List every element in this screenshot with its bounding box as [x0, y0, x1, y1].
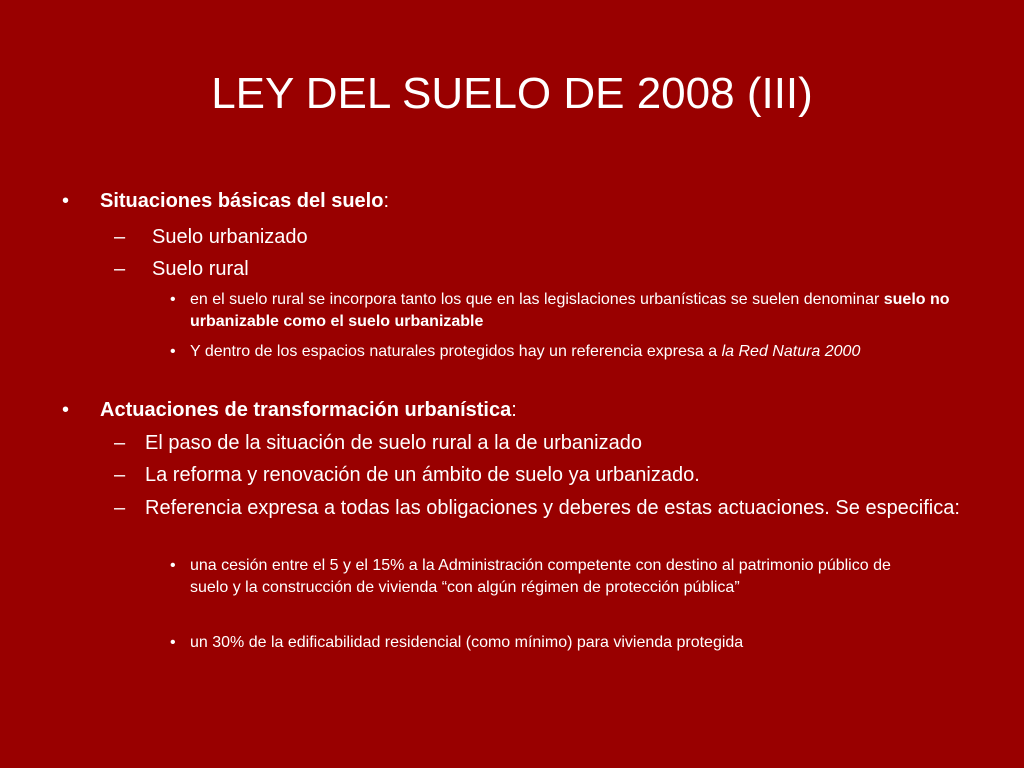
- subsubitem-italic: la Red Natura 2000: [721, 343, 861, 360]
- subitem-text: Suelo rural: [152, 258, 249, 280]
- subitem-text: Suelo urbanizado: [152, 226, 308, 248]
- subsubitem-text: un 30% de la edificabilidad residencial (como mínimo) para vivienda protegida: [190, 634, 744, 651]
- subsubitem-red-natura: [170, 341, 950, 363]
- slide-title: LEY DEL SUELO DE 2008 (III): [211, 69, 813, 118]
- bullet-situaciones-basicas: [62, 188, 960, 214]
- dash-mark: –: [114, 464, 126, 486]
- bullet-heading: Situaciones básicas del suelo: [100, 190, 384, 212]
- subitem-suelo-rural: [114, 256, 1012, 282]
- subitem-paso-situacion: [114, 430, 1005, 456]
- subsubitem-suelo-rural-incorpora: [170, 289, 950, 333]
- bullet-heading: Actuaciones de transformación urbanística: [100, 399, 512, 421]
- subsubitem-cesion: [170, 555, 910, 599]
- subsubitem-edificabilidad: [170, 632, 950, 654]
- dash-mark: –: [114, 258, 126, 280]
- subitem-suelo-urbanizado: [114, 224, 1012, 250]
- subitem-text: La reforma y renovación de un ámbito de suelo ya urbanizado.: [145, 464, 700, 486]
- bullet-heading-suffix: :: [511, 399, 517, 421]
- subsubitem-text: en el suelo rural se incorpora tanto los que en las legislaciones urbanísticas se suelen denominar: [190, 291, 884, 308]
- subsubitem-bold: suelo no urbanizable como el suelo urbanizable: [190, 291, 950, 330]
- subitem-text: Referencia expresa a todas las obligaciones y deberes de estas actuaciones. Se especifica:: [145, 497, 960, 519]
- dash-mark: –: [114, 497, 126, 519]
- subsubitem-text: Y dentro de los espacios naturales protegidos hay un referencia expresa a: [190, 343, 722, 360]
- bullet-mark: •: [170, 557, 176, 574]
- bullet-actuaciones-transformacion: [62, 397, 960, 423]
- subsubitem-text: una cesión entre el 5 y el 15% a la Administración competente con destino al patrimonio público de suelo y la construcción de vivienda “con algún régimen de protección pública”: [190, 557, 891, 596]
- subitem-referencia-expresa: [114, 495, 965, 521]
- subitem-reforma-renovacion: [114, 462, 1005, 488]
- bullet-mark: •: [62, 190, 70, 212]
- bullet-heading-suffix: :: [383, 190, 390, 212]
- bullet-mark: •: [170, 291, 176, 308]
- dash-mark: –: [114, 432, 126, 454]
- bullet-mark: •: [170, 634, 176, 651]
- bullet-mark: •: [62, 399, 70, 421]
- bullet-mark: •: [170, 343, 176, 360]
- subitem-text: El paso de la situación de suelo rural a la de urbanizado: [145, 432, 642, 454]
- dash-mark: –: [114, 226, 126, 248]
